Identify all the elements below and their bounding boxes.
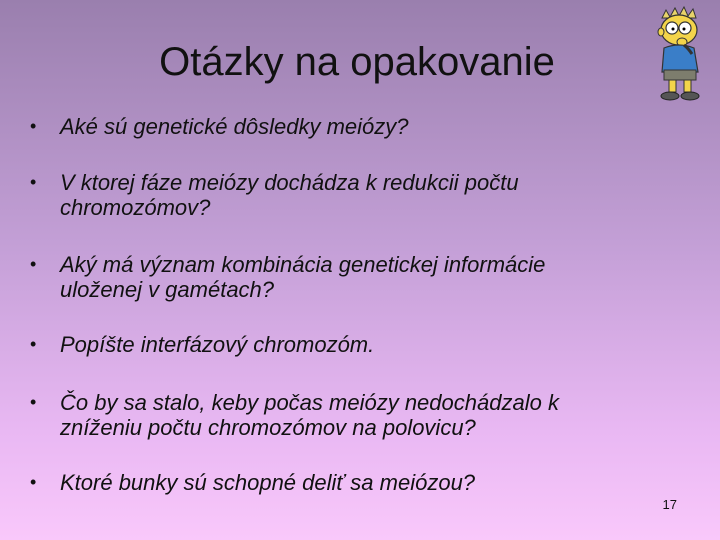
- bullet-marker: •: [30, 116, 37, 136]
- bullet-marker: •: [30, 172, 37, 192]
- list-item: [30, 114, 650, 139]
- question-text: Aké sú genetické dôsledky meiózy?: [60, 114, 409, 139]
- question-text: Popíšte interfázový chromozóm.: [60, 332, 375, 357]
- page-number: 17: [662, 497, 677, 512]
- bullet-marker: •: [30, 472, 37, 492]
- list-item: [30, 170, 650, 220]
- thinking-character-icon: [648, 4, 716, 104]
- slide-title: Otázky na opakovanie: [159, 40, 555, 84]
- question-text: Čo by sa stalo, keby počas meiózy nedochádzalo k zníženiu počtu chromozómov na polovicu?: [60, 390, 559, 440]
- question-text: V ktorej fáze meiózy dochádza k redukcii počtu chromozómov?: [60, 170, 519, 220]
- list-item: [30, 332, 650, 357]
- list-item: [30, 470, 650, 495]
- question-text: Ktoré bunky sú schopné deliť sa meiózou?: [60, 470, 476, 495]
- list-item: [30, 252, 650, 302]
- list-item: [30, 390, 650, 440]
- question-text: Aký má význam kombinácia genetickej informácie uloženej v gamétach?: [60, 252, 546, 302]
- bullet-marker: •: [30, 254, 37, 274]
- bullet-marker: •: [30, 392, 37, 412]
- bullet-marker: •: [30, 334, 37, 354]
